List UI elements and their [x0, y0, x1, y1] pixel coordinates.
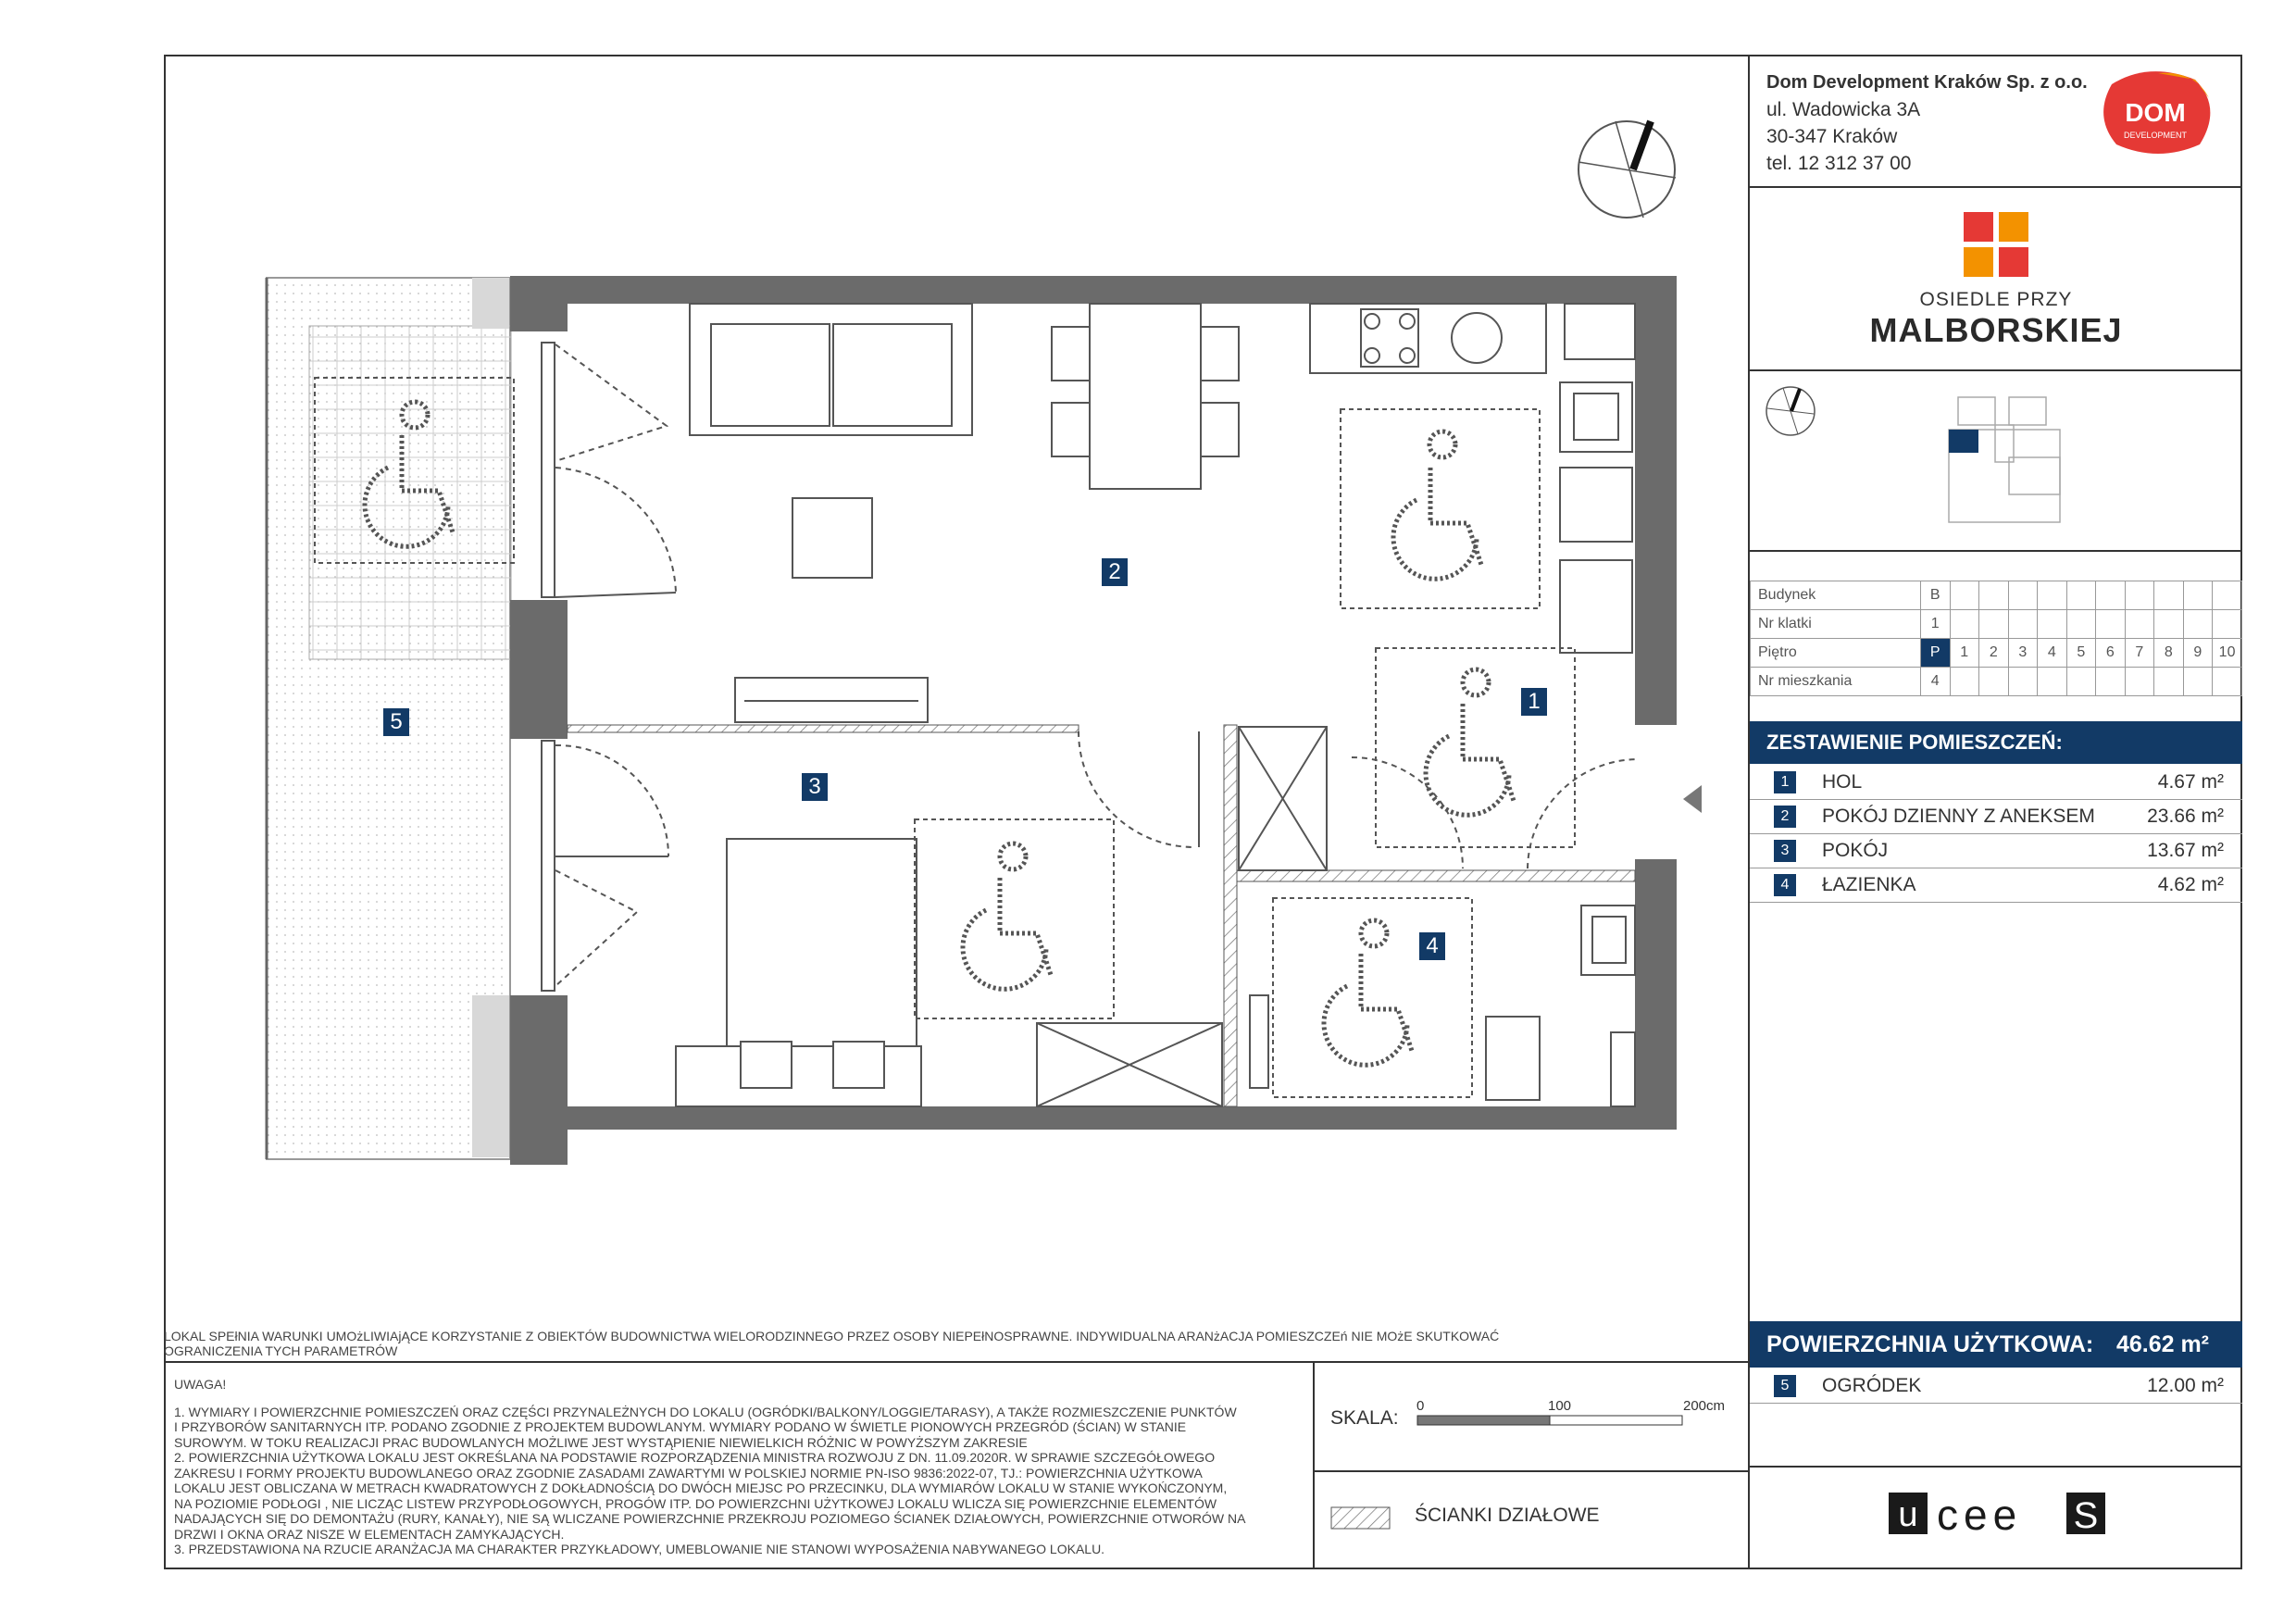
table-cell	[2066, 610, 2096, 639]
sidebar	[1748, 55, 2242, 1569]
uwaga-line: 1. WYMIARY I POWIERZCHNIE POMIESZCZEŃ ORAZ CZĘŚCI PRZYNALEŻNYCH DO LOKALU (OGRÓDKI/BALKONY/LOGGIE/TARASY), A TAKŻE ROZMIESZCZENIE PUNKTÓW	[174, 1404, 1237, 1419]
table-cell: 5	[2066, 639, 2096, 668]
project-logo	[1750, 212, 2242, 350]
project-name-line1: OSIEDLE PRZY	[1919, 289, 2073, 310]
partition-hatch-icon	[1330, 1506, 1391, 1530]
room-row	[1750, 868, 2242, 903]
plan-label-2: 2	[1102, 558, 1128, 586]
table-cell	[1979, 581, 2009, 610]
room-name: POKÓJ DZIENNY Z ANEKSEM	[1822, 806, 2095, 827]
osiedle-logo-icon	[1964, 212, 2028, 277]
uwaga-line: 3. PRZEDSTAWIONA NA RZUCIE ARANŻACJA MA CHARAKTER PRZYKŁADOWY, UMEBLOWANIE NIE STANOWI WYPOSAŻENIA NABYWANEGO LOKALU.	[174, 1542, 1105, 1556]
table-row	[1751, 581, 2242, 610]
table-cell: 9	[2183, 639, 2213, 668]
table-cell	[2154, 610, 2184, 639]
dom-development-logo	[2093, 66, 2218, 158]
scale-label: SKALA:	[1330, 1407, 1399, 1429]
table-cell: 2	[1979, 639, 2009, 668]
mini-compass-icon	[1763, 383, 1818, 439]
room-number: 2	[1774, 806, 1796, 828]
table-cell	[1950, 581, 1979, 610]
table-cell	[2066, 668, 2096, 696]
uceess-logo	[1889, 1488, 2111, 1539]
row-label: Nr mieszkania	[1751, 668, 1921, 696]
company-phone: tel. 12 312 37 00	[1766, 153, 1912, 174]
uwaga-line: SUROWYM. W TOKU REALIZACJI PRAC BUDOWLANYCH MOŻLIWE JEST WYSTĄPIENIE NIEWIELKICH RÓŻNIC W POWYŻSZYM ZAKRESIE	[174, 1434, 1028, 1450]
table-cell: 3	[2008, 639, 2038, 668]
room-area: 13.67 m²	[2147, 840, 2224, 861]
rooms-header: ZESTAWIENIE POMIESZCZEŃ:	[1750, 721, 2242, 764]
scale-bar	[1416, 1414, 1685, 1427]
row-label: Nr klatki	[1751, 610, 1921, 639]
table-cell: 1	[1950, 639, 1979, 668]
table-row	[1751, 639, 2242, 668]
room-number: 4	[1774, 874, 1796, 896]
logo-dev-text: DEVELOPMENT	[2123, 131, 2188, 140]
svg-text:cee: cee	[1937, 1491, 2023, 1539]
table-cell	[2125, 668, 2154, 696]
plan-label-3: 3	[802, 773, 828, 801]
total-value: 46.62 m²	[2115, 1331, 2209, 1357]
project-name-line2: MALBORSKIEJ	[1869, 311, 2123, 349]
uwaga-line: ZAKRESU I FORMY PROJEKTU BUDOWLANEGO ORAZ ZGODNIE ZASADAMI ZAWARTYMI W POLSKIEJ NORMIE PN-ISO 9836:2022-07, TJ.: POWIERZCHNIA UŻYTKOWA	[174, 1465, 1203, 1480]
room-row	[1750, 800, 2242, 834]
total-area	[1750, 1321, 2242, 1368]
table-cell	[2213, 668, 2242, 696]
table-cell	[2096, 610, 2126, 639]
uwaga-line: 2. POWIERZCHNIA UŻYTKOWA LOKALU JEST OKREŚLANA NA PODSTAWIE ROZPORZĄDZENIA MINISTRA ROZWOJU Z DN. 11.09.2020R. W SPRAWIE SZCZEGÓŁOWEGO	[174, 1450, 1216, 1465]
divider	[1313, 1361, 1315, 1569]
total-label: POWIERZCHNIA UŻYTKOWA:	[1766, 1331, 2094, 1357]
compass-icon	[1578, 121, 1676, 218]
room-name: HOL	[1822, 771, 1863, 793]
room-area: 23.66 m²	[2147, 806, 2224, 827]
plan-label-4: 4	[1419, 932, 1445, 960]
location-table	[1750, 581, 2242, 696]
scale-tick: 0	[1416, 1398, 1425, 1414]
table-cell	[1979, 668, 2009, 696]
table-cell: 8	[2154, 639, 2184, 668]
table-cell	[2213, 581, 2242, 610]
divider	[1750, 550, 2242, 552]
uwaga-line: NA POZIOMIE PODŁOGI , NIE LICZĄC LISTEW PRZYPODŁOGOWYCH, PROGÓW ITP. DO POWIERZCHNI UŻYTKOWEJ LOKALU WLICZA SIĘ POWIERZCHNIE ELEMENTÓW	[174, 1495, 1217, 1511]
table-cell	[2066, 581, 2096, 610]
divider	[1313, 1470, 1748, 1472]
table-cell: 10	[2213, 639, 2242, 668]
table-cell	[1950, 668, 1979, 696]
table-cell: B	[1920, 581, 1950, 610]
room-area: 4.62 m²	[2157, 874, 2224, 895]
row-label: Budynek	[1751, 581, 1921, 610]
company-name: Dom Development Kraków Sp. z o.o.	[1766, 72, 2088, 93]
table-cell	[2183, 581, 2213, 610]
table-cell: 4	[1920, 668, 1950, 696]
uwaga-line: LOKALU JEST OBLICZANA W METRACH KWADRATOWYCH Z DOKŁADNOŚCIĄ DO DWÓCH MIEJSC PO PRZECINKU, DLA WYMIARÓW LOKALU W STANIE WYKOŃCZONYM,	[174, 1480, 1228, 1495]
table-cell	[2038, 668, 2067, 696]
accessibility-note-line: LOKAL SPEłNIA WARUNKI UMOżLIWIAjĄCE KORZYSTANIE Z OBIEKTÓW BUDOWNICTWA WIELORODZINNEGO PRZEZ OSOBY NIEPEłNOSPRAWNE. INDYWIDUALNA ARANżACJA POMIESZCZEń NIE MOżE SKUTKOWAĆ	[164, 1329, 1500, 1343]
company-street: ul. Wadowicka 3A	[1766, 99, 1921, 120]
room-number: 5	[1774, 1375, 1796, 1397]
table-cell	[2125, 581, 2154, 610]
table-cell	[1979, 610, 2009, 639]
table-cell	[2183, 610, 2213, 639]
room-number: 3	[1774, 840, 1796, 862]
table-cell: 1	[1920, 610, 1950, 639]
table-cell	[2125, 610, 2154, 639]
table-cell	[2183, 668, 2213, 696]
room-row	[1750, 766, 2242, 800]
room-name: OGRÓDEK	[1822, 1375, 1922, 1396]
logo-dom-text: DOM	[2125, 98, 2186, 127]
table-cell	[1950, 610, 1979, 639]
room-name: POKÓJ	[1822, 840, 1889, 861]
uwaga-line: DRZWI I OKNA ORAZ NISZE W ELEMENTACH ZAMYKAJĄCYCH.	[174, 1526, 565, 1542]
room-name: ŁAZIENKA	[1822, 874, 1916, 895]
room-area: 4.67 m²	[2157, 771, 2224, 793]
table-cell	[2008, 668, 2038, 696]
scale-tick: 100	[1548, 1398, 1572, 1414]
uwaga-line: NADAJĄCYCH SIĘ DO DEMONTAŻU (RURY, KANAŁY), NIE SĄ WLICZANE POWIERZCHNIE PRZEKROJU POZIOMEGO ŚCIANEK DZIAŁOWYCH, POWIERZCHNIE OTWORÓW NA	[174, 1511, 1246, 1526]
accessibility-note	[164, 1329, 1499, 1358]
table-cell	[2154, 581, 2184, 610]
table-cell	[2096, 668, 2126, 696]
table-cell	[2008, 610, 2038, 639]
table-cell	[2038, 610, 2067, 639]
uwaga-notes	[174, 1377, 1285, 1557]
table-cell	[2096, 581, 2126, 610]
svg-text:S: S	[2073, 1495, 2099, 1536]
table-cell	[2008, 581, 2038, 610]
room-row	[1750, 834, 2242, 868]
plan-label-5: 5	[383, 708, 409, 736]
table-cell: P	[1920, 639, 1950, 668]
uwaga-line: I PRZYBORÓW SANITARNYCH ITP. PODANO ZGODNIE Z PROJEKTEM BUDOWLANYM. WYMIARY PODANO W ŚWIETLE PIONOWYCH PRZEGRÓD (ŚCIAN) W STANIE	[174, 1419, 1187, 1434]
company-info	[1766, 69, 2088, 177]
svg-text:u: u	[1898, 1495, 1918, 1534]
room-area: 12.00 m²	[2147, 1375, 2224, 1396]
furniture	[676, 304, 1635, 1106]
table-row	[1751, 668, 2242, 696]
accessibility-note-line: OGRANICZENIA TYCH PARAMETRÓW	[164, 1343, 398, 1358]
doors	[1079, 731, 1702, 868]
building-key-plan	[1944, 393, 2069, 527]
room-number: 1	[1774, 771, 1796, 793]
divider	[164, 1361, 1748, 1363]
legend-label: ŚCIANKI DZIAŁOWE	[1415, 1505, 1600, 1526]
table-cell: 4	[2038, 639, 2067, 668]
divider	[1750, 186, 2242, 188]
table-cell	[2154, 668, 2184, 696]
table-cell: 6	[2096, 639, 2126, 668]
table-cell: 7	[2125, 639, 2154, 668]
table-cell	[2213, 610, 2242, 639]
table-row	[1751, 610, 2242, 639]
room-row	[1750, 1369, 2242, 1404]
uwaga-title: UWAGA!	[174, 1377, 227, 1392]
scale-tick: 200cm	[1683, 1398, 1726, 1414]
company-city: 30-347 Kraków	[1766, 126, 1898, 147]
plan-label-1: 1	[1521, 688, 1547, 716]
row-label: Piętro	[1751, 639, 1921, 668]
divider	[1750, 1466, 2242, 1468]
table-cell	[2038, 581, 2067, 610]
divider	[1750, 369, 2242, 371]
